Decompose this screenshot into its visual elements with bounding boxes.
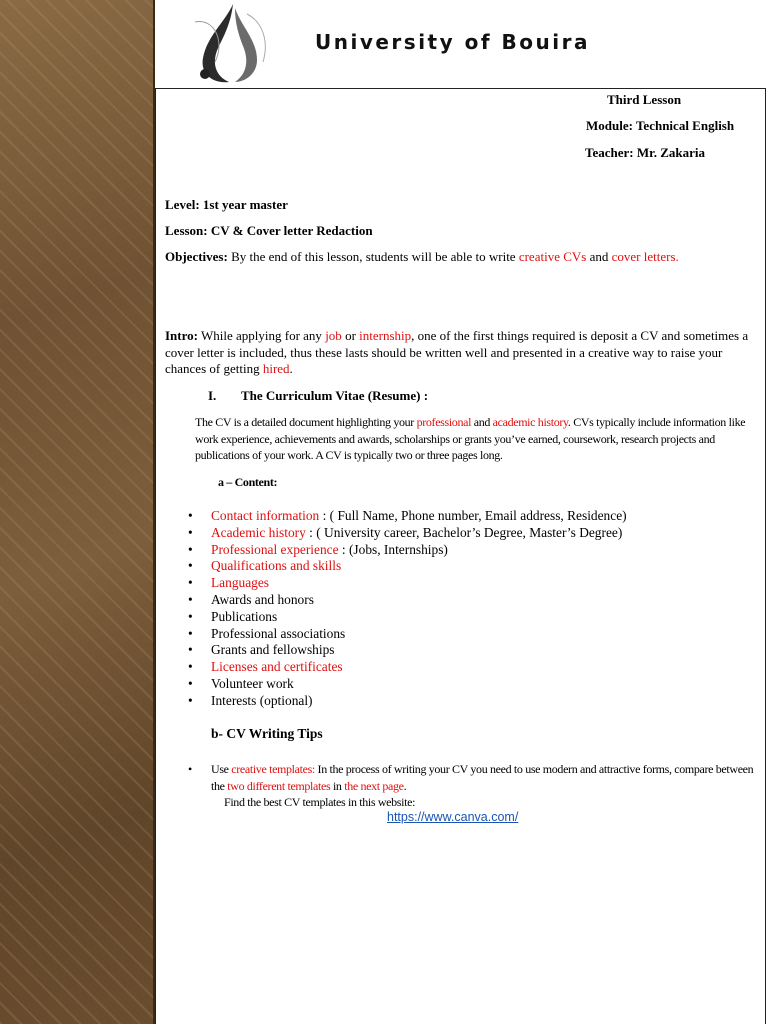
content-item-text: Volunteer work xyxy=(211,675,294,691)
canva-link[interactable]: https://www.canva.com/ xyxy=(387,810,519,824)
content-list xyxy=(188,508,627,710)
objectives-text: and xyxy=(586,249,612,264)
cv-description xyxy=(195,414,760,464)
content-list-item xyxy=(188,626,627,643)
intro-label: Intro: xyxy=(165,328,198,343)
tips-heading: b- CV Writing Tips xyxy=(211,726,323,741)
cv-text: and xyxy=(471,415,493,429)
content-list-item xyxy=(188,642,627,659)
module-label: Module: Technical English xyxy=(586,118,735,133)
tips-highlight: two different templates xyxy=(227,778,331,793)
content-list-item xyxy=(188,592,627,609)
content-list-item xyxy=(188,659,627,676)
intro-highlight: job xyxy=(325,328,342,343)
content-item-highlight: Professional experience xyxy=(211,541,339,557)
tips-item xyxy=(188,761,758,794)
decorative-sidebar xyxy=(0,0,153,1024)
cv-highlight: professional xyxy=(416,415,472,429)
intro-text: or xyxy=(341,328,360,343)
tips-text: Use xyxy=(211,762,232,776)
objectives-highlight: creative CVs xyxy=(518,249,587,264)
intro-highlight: internship xyxy=(359,328,412,343)
content-item-highlight: Languages xyxy=(211,575,270,591)
content-item-highlight: Licenses and certificates xyxy=(211,659,343,675)
content-list-item xyxy=(188,609,627,626)
content-item-highlight: Academic history xyxy=(211,524,306,540)
objectives-line xyxy=(165,249,679,265)
content-item-text: Interests (optional) xyxy=(211,692,313,708)
content-item-text: : (Jobs, Internships) xyxy=(338,541,448,557)
tips-text: in xyxy=(330,778,345,793)
find-templates-text: Find the best CV templates in this website: xyxy=(224,795,416,809)
content-list-item xyxy=(188,575,627,592)
intro-highlight: hired xyxy=(262,361,290,376)
page-header xyxy=(155,0,768,86)
content-list-item xyxy=(188,525,627,542)
level-label: Level: 1st year master xyxy=(165,197,288,212)
tips-highlight: creative templates: xyxy=(231,762,315,776)
university-name: University of Bouira xyxy=(315,30,590,54)
intro-text: , one of the first things required is deposit a CV and sometimes a cover letter is included, thus these lasts should be written well and presented in a creative way to raise your chances of getting xyxy=(165,328,749,376)
objectives-label: Objectives: xyxy=(165,249,228,264)
objectives-highlight: cover letters. xyxy=(611,249,679,264)
cv-text: . CVs typically include information like work experience, achievements and awards, scholarships or grants you’ve earned, coursework, research projects and publications of your work. A CV is typically two or three pages long. xyxy=(195,415,746,462)
bullet-icon: • xyxy=(188,762,192,776)
cv-text: The CV is a detailed document highlighting your xyxy=(195,415,417,429)
tips-highlight: the next page xyxy=(344,778,404,793)
content-item-highlight: Contact information xyxy=(211,508,320,523)
teacher-label: Teacher: Mr. Zakaria xyxy=(585,145,705,160)
content-list-item xyxy=(188,693,627,710)
content-heading: a – Content: xyxy=(218,475,278,489)
content-item-text: : ( Full Name, Phone number, Email address, Residence) xyxy=(319,508,627,523)
content-list-item xyxy=(188,542,627,559)
section-title: The Curriculum Vitae (Resume) : xyxy=(241,388,429,403)
content-item-text: Professional associations xyxy=(211,625,346,641)
lesson-number: Third Lesson xyxy=(607,92,682,107)
tips-text: . xyxy=(403,778,407,793)
content-item-highlight: Qualifications and skills xyxy=(211,558,342,574)
section-number: I. xyxy=(208,388,217,403)
content-item-text: Grants and fellowships xyxy=(211,642,335,658)
intro-paragraph xyxy=(165,328,755,378)
intro-text: While applying for any xyxy=(197,328,326,343)
intro-text: . xyxy=(289,361,293,376)
tips-text: In the process of writing your CV you need to use modern and attractive forms, compare between the xyxy=(211,762,754,793)
objectives-text: By the end of this lesson, students will be able to write xyxy=(227,249,519,264)
content-item-text: Awards and honors xyxy=(211,591,314,607)
cv-highlight: academic history xyxy=(492,415,568,429)
content-list-item xyxy=(188,508,627,525)
content-list-item xyxy=(188,558,627,575)
content-item-text: Publications xyxy=(211,608,278,624)
content-list-item xyxy=(188,676,627,693)
university-logo-icon xyxy=(185,2,273,84)
content-item-text: : ( University career, Bachelor’s Degree, Master’s Degree) xyxy=(305,524,623,540)
lesson-title: Lesson: CV & Cover letter Redaction xyxy=(165,223,373,238)
